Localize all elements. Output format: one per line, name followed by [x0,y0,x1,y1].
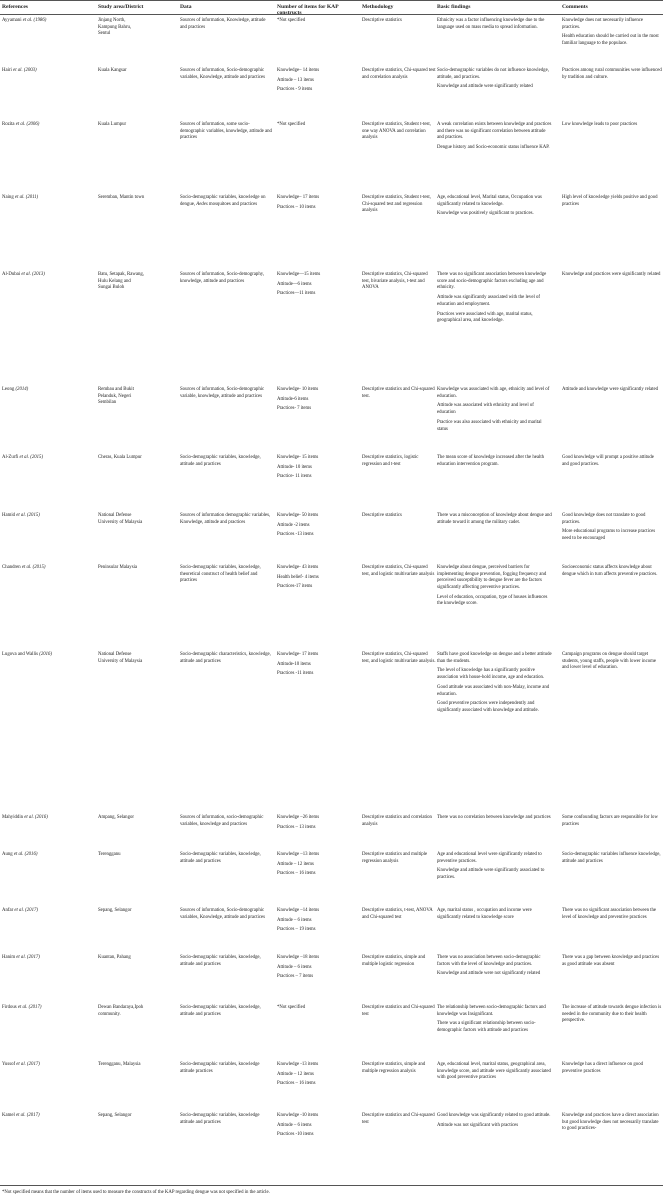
cell-number-of-items [277,852,361,881]
cell-number-of-items [277,455,361,484]
reference-author: Hamid [2,513,16,518]
comment-paragraph: The increase of attitude towards dengue infection is needed in the community due to their health perspective. [562,1005,662,1024]
cell-data: Socio-demographic variables, knowledge attitude practices [180,1062,260,1074]
finding-paragraph: Attitude was not significant with practices [437,1122,519,1128]
cell-study-area [98,565,176,572]
cell-basic-findings [437,68,553,94]
item-count: Knowledge -10 items [277,1113,319,1118]
cell-methodology: Descriptive statistics, Chi-squared test, bivariate analysis, t-test and ANOVA [362,272,428,291]
item-count: Practices – 16 items [277,871,316,877]
reference-author: Ayyamani [2,18,22,23]
cell-comments [562,513,662,545]
cell-study-area [98,652,176,665]
study-area-line: Peninsular Malaysia [98,565,138,570]
finding-paragraph: There was a significant relationship between socio-demographic factors with attitude and practices [437,1021,536,1034]
cell-basic-findings [437,513,553,529]
header-basic-findings: Basic findings [437,4,471,10]
cell-study-area [98,513,176,526]
study-area-line: Ampang, Selangor [98,815,134,820]
cell-basic-findings [437,1113,553,1133]
cell-methodology: Descriptive statistics, t-test, ANOVA and Chi-squared test [362,908,433,920]
reference-year: et al. (2016) [23,815,48,820]
item-count: Practices – 13 items [277,824,316,830]
study-area-line: Sembilan [98,400,117,406]
item-count: Attitude – 13 items [277,77,314,83]
reference-author: Firdous [2,1005,17,1010]
cell-study-area [98,68,176,75]
item-count: Attitude—6 items [277,281,312,287]
cell-comments [562,815,662,831]
cell-methodology: Descriptive statistics and Chi-squared test. [362,387,435,399]
study-area-line: University of Malaysia [98,658,143,664]
study-area-line: Dewan Bandaraya,Ipoh [98,1005,144,1010]
cell-basic-findings [437,272,553,328]
study-area-line: Seremban, Mantin town [98,195,145,200]
cell-methodology: Descriptive statistics, logistic regression and t-test [362,455,419,467]
header-number-of-items: Number of items for KAP constructs [277,4,339,16]
cell-data: Socio-demographic variables, knowledge, attitude and practices [180,955,261,967]
comment-paragraph: High level of knowledge yields positive and good practices [562,195,658,207]
cell-comments [562,1062,662,1078]
study-area-line: Sepang, Selangor [98,908,132,913]
item-count: *Not specified [277,122,306,127]
cell-study-area [98,1062,176,1069]
finding-paragraph: Good attitude was associated with non-Malay, income and education. [437,684,550,697]
study-area-line: community. [98,1011,121,1017]
cell-reference [2,68,96,75]
cell-data: Socio-demographic variables, knowledge, theoretical construct of health belief and practices [180,565,261,584]
cell-number-of-items [277,387,361,416]
item-count: Attitude – 12 items [277,861,314,867]
reference-author: Aung [2,852,13,857]
item-count: Knowledge –13 items [277,852,320,857]
cell-methodology: Descriptive statistics [362,513,402,518]
cell-basic-findings [437,852,553,885]
finding-paragraph: Socio-demographic variables do not influence knowledge, attitude, and practices. [437,68,549,80]
cell-basic-findings [437,955,553,981]
study-area-line: Pelanduk, Negeri [98,393,132,399]
cell-number-of-items [277,1113,361,1142]
cell-number-of-items [277,815,361,834]
cell-methodology: Descriptive statistics, Student t-test, Chi-squared test and regression analysis [362,195,431,214]
cell-basic-findings [437,387,553,436]
cell-reference [2,852,96,859]
finding-paragraph: Knowledge and attitude were significantly associated to practices. [437,868,545,881]
cell-data: Sources of information, socio-demographic variables, knowledge and practices [180,815,264,827]
finding-paragraph: Good preventive practices were independently and significantly associated with knowledge and attitude. [437,701,539,714]
study-area-line: National Defense [98,513,132,518]
cell-number-of-items [277,908,361,937]
cell-data: Sources of information, some socio-demographic variables, knowledge, attitude and practices [180,122,272,141]
finding-paragraph: Ethnicity was a factor influencing knowledge due to the language used on mass media to spread information. [437,18,545,30]
cell-methodology: Descriptive statistics, simple and multiple logistic regression [362,955,426,967]
cell-number-of-items [277,1005,361,1015]
table-footnote: *Not specified means that the number of items used to measure the constructs of the KAP regarding dengue was not specified in the article. [2,1190,270,1195]
study-area-line: University of Malaysia [98,519,143,525]
cell-methodology: Descriptive statistics, simple and multiple regression analysis [362,1062,426,1074]
cell-comments [562,387,662,397]
item-count: Knowledge- 15 items [277,455,319,460]
finding-paragraph: Age, educational level, Marital status, Occupation was significantly related to knowledge. [437,195,542,207]
study-area-line: Sungai Buloh [98,285,125,291]
cell-study-area [98,455,176,462]
study-area-line: Kampung Bahru, [98,24,132,30]
study-area-line: Sentul [98,31,111,37]
cell-number-of-items [277,18,361,28]
item-count: Practices- 7 items [277,406,312,412]
cell-reference [2,908,96,915]
reference-author: Hairi [2,68,12,73]
reference-author: Chandren [2,565,21,570]
item-count: Attitude – 6 items [277,964,312,970]
cell-basic-findings [437,565,553,611]
header-data: Data [180,4,192,10]
cell-study-area [98,195,176,202]
reference-year: et al. (2015) [20,565,46,570]
reference-author: Lugova and Wallis [2,652,39,657]
finding-paragraph: Age, marital status , occupation and income were significantly related to knowledge score [437,908,532,920]
reference-year: et al. (2003) [11,68,37,73]
reference-author: Kamel [2,1113,15,1118]
item-count: Knowledge– 17 items [277,195,320,200]
reference-author: Al-Zurfi [2,455,19,460]
finding-paragraph: There was no association between socio-demographic factors with the level of knowledge and practices. [437,955,541,967]
cell-reference [2,272,96,279]
cell-reference [2,1005,96,1012]
cell-methodology: Descriptive statistics, Chi-squared test, and logistic multivariate analysis. [362,652,436,664]
item-count: Attitude-6 items [277,396,309,402]
cell-number-of-items [277,272,361,301]
finding-paragraph: Staffs have good knowledge on dengue and a better attitude than the students. [437,652,552,664]
cell-comments [562,652,662,675]
cell-reference [2,513,96,520]
item-count: Practices -11 items [277,671,314,677]
finding-paragraph: Practices were associated with age, marital status, geographical area, and knowledge. [437,311,533,324]
item-count: Knowledge– 14 items [277,68,320,73]
item-count: Practices – 7 items [277,974,314,980]
comment-paragraph: There was a gap between knowledge and practices as good attitude was absent [562,955,660,967]
item-count: Practices -13 items [277,532,314,538]
reference-author: Anfar [2,908,14,913]
cell-reference [2,455,96,462]
header-methodology: Methodology [362,4,394,10]
finding-paragraph: The level of knowledge has a significantly positive association with house-hold income, age and education. [437,668,545,681]
item-count: Knowledge- 10 items [277,387,319,392]
cell-basic-findings [437,652,553,718]
cell-data: Sources of information, Socio-demographic variable, knowledge, attitude and practices [180,387,265,399]
cell-comments [562,18,662,50]
item-count: Practices – 16 items [277,1081,316,1087]
cell-reference [2,195,96,202]
comment-paragraph: Socioeconomic status affects knowledge about dengue which in turn affects preventive practices. [562,565,658,577]
item-count: Practices – 19 items [277,927,316,933]
comment-paragraph: Knowledge and practices were significantly related [562,272,661,277]
reference-author: Leong [2,387,15,392]
item-count: Knowledge- 17 items [277,652,319,657]
cell-methodology: Descriptive statistics, Chi-squared test, and logistic multivariate analysis [362,565,435,577]
finding-paragraph: There was a misconception of knowledge about dengue and attitude toward it among the military cadet. [437,513,552,525]
reference-author: Hanim [2,955,16,960]
cell-number-of-items [277,652,361,681]
cell-basic-findings [437,122,553,155]
cell-study-area [98,272,176,292]
comment-paragraph: Socio-demographic variables influence knowledge, attitude and practices [562,852,661,864]
item-count: Knowledge –26 items [277,815,320,820]
cell-methodology: Descriptive statistics [362,18,402,23]
reference-year: et al. (2016) [12,852,38,857]
header-references: References [2,4,28,10]
reference-year: et al. (2017) [14,1113,40,1118]
comment-paragraph: Campaign programs on dengue should target students, young staffs, people with lower income and lower level of education. [562,652,656,671]
comment-paragraph: Good knowledge does not translate to good practices. [562,513,646,525]
item-count: Attitude- 10 items [277,464,312,470]
item-count: *Not specified [277,18,306,23]
cell-study-area [98,1113,176,1120]
finding-paragraph: Knowledge about dengue, perceived barriers for implementing dengue prevention, fogging frequency and perceived susceptibility to dengue fever are the factors significantly affecting preventive practices. [437,565,547,590]
cell-basic-findings [437,908,553,924]
reference-year: (2014) [14,387,29,392]
finding-paragraph: Knowledge was positively significant to practices. [437,211,534,217]
reference-year: et al. (2017) [15,1062,40,1067]
cell-basic-findings [437,455,553,471]
item-count: Knowledge—15 items [277,272,321,277]
cell-comments [562,852,662,868]
cell-comments [562,1005,662,1028]
study-area-line: Terengganu [98,852,121,857]
study-area-line: Kuala Kangsar [98,68,127,73]
cell-reference [2,387,96,394]
cell-methodology: Descriptive statistics and Chi-squared test [362,1113,435,1125]
reference-author: Mahyiddin [2,815,24,820]
finding-paragraph: Good knowledge was significantly related to good attitude. [437,1113,551,1118]
cell-basic-findings [437,1062,553,1085]
cell-data: Sources of information, Socio-demographic variables, Knowledge, attitude and practices [180,908,265,920]
table-header [0,1,663,14]
finding-paragraph: Practice was also associated with ethnicity and marital status [437,419,542,432]
finding-paragraph: Level of education, occupation, type of houses influences the knowledge score. [437,594,548,607]
table-header-rule [0,14,663,15]
comment-paragraph: Health education should be carried out in the most familiar language to the populace. [562,34,659,46]
reference-year: et al. (2015) [15,513,40,518]
finding-paragraph: Age, educational level, marital status, geographical area, knowledge score, and attitude were significantly associated with good preventive practices [437,1062,551,1081]
cell-methodology: Descriptive statistics and multiple regression analysis [362,852,428,864]
cell-comments [562,122,662,132]
cell-data: Socio-demographic variables, knowledge, attitude and practices [180,455,261,467]
study-area-line: National Defense [98,652,132,657]
item-count: Knowledge –18 items [277,955,320,960]
cell-reference [2,815,96,822]
cell-study-area [98,387,176,407]
cell-comments [562,908,662,924]
cell-data: Sources of information, Socio-demography, knowledge, attitude and practices [180,272,265,284]
cell-study-area [98,1005,176,1018]
cell-number-of-items [277,195,361,214]
study-area-line: Rembau and Bukit [98,387,134,392]
comment-paragraph: Attitude and knowledge were significantly related [562,387,659,392]
reference-year: et al. (2013) [20,272,45,277]
header-comments: Comments [562,4,588,10]
cell-reference [2,565,96,572]
item-count: Attitude – 6 items [277,917,312,923]
cell-data: Socio-demographic variables, knowledge, attitude and practices [180,1005,261,1017]
comment-paragraph: Low knowledge leads to poor practices [562,122,638,127]
cell-comments [562,68,662,84]
finding-paragraph: Knowledge and attitude were not significantly related [437,971,541,977]
finding-paragraph: Age and educational level were significantly related to preventive practices. [437,852,542,864]
reference-year: et al. (2011) [13,195,39,200]
cell-comments [562,1113,662,1136]
table-bottom-rule [0,1185,663,1186]
reference-author: Al-Dubai [2,272,21,277]
comment-paragraph: Knowledge and practices have a direct association but good knowledge does not necessarily translate to good practices- [562,1113,659,1132]
cell-number-of-items [277,68,361,97]
comment-paragraph: Knowledge has a direct influence on good preventive practices [562,1062,643,1074]
header-study-area: Study area/District [98,4,144,10]
finding-paragraph: Attitude was significantly associated with the level of education and employment. [437,295,540,307]
item-count: Practices – 10 items [277,204,316,210]
item-count: Attitude-10 items [277,661,311,667]
cell-data: Socio-demographic variables, knowledge on dengue, Aedes mosquitoes and practices [180,195,266,207]
cell-basic-findings [437,1005,553,1038]
cell-data: Sources of information, Knowledge, attitude and practices [180,18,266,30]
item-count: Attitude -2 items [277,522,310,528]
cell-study-area [98,18,176,38]
reference-year: et al. (2017) [16,1005,42,1010]
reference-author: Naing [2,195,14,200]
finding-paragraph: Knowledge and attitude were significantly related [437,84,533,90]
comment-paragraph: Knowledge does not necessarily influence practices. [562,18,643,30]
cell-number-of-items [277,565,361,594]
study-area-line: Kuala Lumpur [98,122,127,127]
item-count: Attitude – 6 items [277,1122,312,1128]
cell-data: Socio-demographic variables, knowledge attitude and practices [180,1113,260,1125]
study-area-line: Hulu Kelang and [98,278,131,284]
cell-methodology: Descriptive statistics, Chi-squared test and correlation analysis [362,68,436,80]
cell-reference [2,1062,96,1069]
cell-data: Socio-demographic characteristics, knowledge, attitude and practices [180,652,271,664]
cell-methodology: Descriptive statistics and correlation analysis [362,815,432,827]
cell-reference [2,652,96,659]
finding-paragraph: A weak correlation exists between knowledge and practices and there was no significant correlation between attitude and practices. [437,122,552,141]
comment-paragraph: Good knowledge will prompt a positive attitude and good practices. [562,455,654,467]
finding-paragraph: Dengue history and Socio-economic status influence KAP. [437,145,550,151]
reference-year: (2016) [38,652,53,657]
item-count: Practices -10 items [277,1132,314,1138]
finding-paragraph: The mean score of knowledge increased after the health education intervention program. [437,455,545,467]
cell-number-of-items [277,513,361,542]
cell-basic-findings [437,195,553,221]
cell-data: Sources of information, Socio-demographic variables, Knowledge, attitude and practices [180,68,265,80]
cell-comments [562,455,662,471]
item-count: Attitude – 12 items [277,1071,314,1077]
cell-comments [562,195,662,211]
reference-year: et al. (1986) [21,18,47,23]
cell-data: Sources of information demographic variables, Knowledge, attitude and practices [180,513,271,525]
cell-number-of-items [277,955,361,984]
item-count: Knowledge- 43 items [277,565,319,570]
comment-paragraph: There was no significant association between the level of knowledge and preventive practices [562,908,657,920]
study-area-line: Cheras, Kuala Lumpur [98,455,142,460]
item-count: *Not specified [277,1005,306,1010]
finding-paragraph: The relationship between socio-demographic factors and knowledge was Insignificant. [437,1005,546,1017]
cell-reference [2,1113,96,1120]
reference-year: et al. (2015) [18,455,44,460]
cell-basic-findings [437,815,553,825]
cell-reference [2,122,96,129]
cell-comments [562,272,662,282]
item-count: Practices—11 items [277,291,316,297]
comment-paragraph: Some confounding factors are responsible for low practices [562,815,658,827]
finding-paragraph: There was no significant association between knowledge score and socio-demographic factors excluding age and ethnicity. [437,272,547,291]
item-count: Practice- 11 items [277,474,312,480]
comment-paragraph: More educational programs to increase practices need to be encouraged [562,529,656,541]
cell-study-area [98,908,176,915]
item-count: Practices-17 items [277,584,313,590]
cell-reference [2,955,96,962]
cell-number-of-items [277,1062,361,1091]
cell-study-area [98,122,176,129]
finding-paragraph: There was no correlation between knowledge and practices [437,815,551,820]
cell-study-area [98,815,176,822]
item-count: Knowledge- 50 items [277,513,319,518]
reference-year: et al. (2006) [14,122,40,127]
cell-number-of-items [277,122,361,132]
reference-year: et al. (2017) [13,908,38,913]
study-area-line: Terengganu, Malaysia [98,1062,141,1067]
cell-comments [562,565,662,581]
item-count: Practices - 9 items [277,87,313,93]
study-area-line: Kuantan, Pahang [98,955,131,960]
cell-study-area [98,955,176,962]
study-area-line: Jinjang North, [98,18,126,23]
finding-paragraph: Knowledge was associated with age, ethnicity and level of education. [437,387,550,399]
item-count: Health belief- 4 items [277,574,319,580]
study-area-line: Batu, Setapak, Rawang, [98,272,144,277]
cell-data: Socio-demographic variables, knowledge, attitude and practices [180,852,261,864]
study-area-line: Sepang, Selangor [98,1113,132,1118]
comment-paragraph: Practices among rural communities were influenced by tradition and culture. [562,68,662,80]
reference-author: Rozita [2,122,15,127]
item-count: Knowledge –14 items [277,908,320,913]
cell-reference [2,18,96,25]
cell-methodology: Descriptive statistics and Chi-squared test [362,1005,435,1017]
cell-comments [562,955,662,971]
item-count: Knowledge -13 items [277,1062,319,1067]
cell-basic-findings [437,18,553,34]
reference-year: et al. (2017) [15,955,40,960]
cell-methodology: Descriptive statistics, Student t-test, one way ANOVA and correlation analysis [362,122,431,141]
finding-paragraph: Attitude was associated with ethnicity and level of education [437,403,534,416]
reference-author: Yussof [2,1062,16,1067]
cell-study-area [98,852,176,859]
